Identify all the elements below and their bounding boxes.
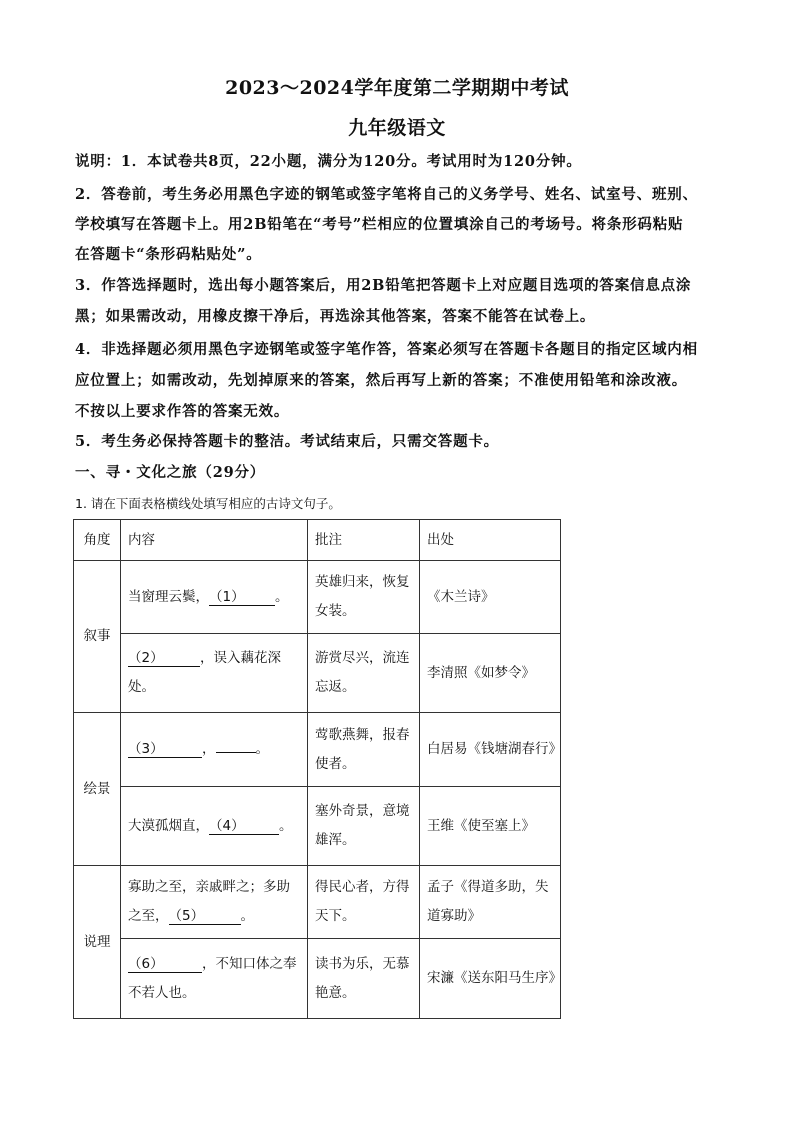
answer-blank[interactable]: （2） xyxy=(128,650,200,667)
header-note: 批注 xyxy=(308,520,420,561)
source-cell: 孟子《得道多助，失 道寡助》 xyxy=(420,866,561,939)
content-cell: 大漠孤烟直，（4） 。 xyxy=(121,787,308,866)
instruction-line: 应位置上；如需改动，先划掉原来的答案，然后再写上新的答案；不准使用铅笔和涂改液。 xyxy=(75,372,687,389)
source-cell: 宋濂《送东阳马生序》 xyxy=(420,939,561,1019)
note-cell: 游赏尽兴，流连 忘返。 xyxy=(308,634,420,713)
source-cell: 王维《使至塞上》 xyxy=(420,787,561,866)
instruction-line: 4．非选择题必须用黑色字迹钢笔或签字笔作答，答案必须写在答题卡各题目的指定区域内相 xyxy=(75,341,698,358)
answer-blank[interactable]: （3） xyxy=(128,741,202,758)
note-cell: 读书为乐，无慕 艳意。 xyxy=(308,939,420,1019)
source-cell: 白居易《钱塘湖春行》 xyxy=(420,713,561,787)
instruction-line: 不按以上要求作答的答案无效。 xyxy=(75,403,290,420)
angle-cell: 说理 xyxy=(74,866,121,1019)
answer-blank[interactable]: （6） xyxy=(128,956,202,973)
content-cell: 当窗理云鬓，（1） 。 xyxy=(121,561,308,634)
instruction-line: 学校填写在答题卡上。用2B铅笔在“考号”栏相应的位置填涂自己的考场号。将条形码粘贴 xyxy=(75,216,684,233)
section-heading: 一、寻・文化之旅（29分） xyxy=(75,464,266,481)
table-row xyxy=(74,866,561,939)
exam-subtitle: 九年级语文 xyxy=(348,117,446,139)
table-row xyxy=(74,713,561,787)
question-1-prompt: 1. 请在下面表格横线处填写相应的古诗文句子。 xyxy=(75,496,341,511)
content-cell: 寡助之至，亲戚畔之；多助 之至，（5） 。 xyxy=(121,866,308,939)
instruction-line: 说明：1．本试卷共8页，22小题，满分为120分。考试用时为120分钟。 xyxy=(75,153,582,170)
instruction-line: 2．答卷前，考生务必用黑色字迹的钢笔或签字笔将自己的义务学号、姓名、试室号、班别、 xyxy=(75,186,698,203)
header-content: 内容 xyxy=(121,520,308,561)
table-row xyxy=(74,634,561,713)
answer-blank[interactable] xyxy=(216,752,256,753)
table-row xyxy=(74,561,561,634)
table-row xyxy=(74,787,561,866)
header-source: 出处 xyxy=(420,520,561,561)
note-cell: 得民心者，方得 天下。 xyxy=(308,866,420,939)
instruction-line: 黑；如果需改动，用橡皮擦干净后，再选涂其他答案，答案不能答在试卷上。 xyxy=(75,308,596,325)
instruction-line: 在答题卡“条形码粘贴处”。 xyxy=(75,246,262,263)
answer-blank[interactable]: （1） xyxy=(209,589,275,606)
exam-title: 2023～2024学年度第二学期期中考试 xyxy=(225,77,569,99)
angle-cell: 绘景 xyxy=(74,713,121,866)
note-cell: 莺歌燕舞，报春 使者。 xyxy=(308,713,420,787)
note-cell: 英雄归来，恢复 女装。 xyxy=(308,561,420,634)
table-header-row xyxy=(74,520,561,561)
answer-blank[interactable]: （5） xyxy=(169,908,241,925)
content-cell: （2） ，误入藕花深处。 xyxy=(121,634,308,713)
note-cell: 塞外奇景，意境 雄浑。 xyxy=(308,787,420,866)
answer-blank[interactable]: （4） xyxy=(209,818,279,835)
poetry-table xyxy=(73,519,561,1019)
source-cell: 《木兰诗》 xyxy=(420,561,561,634)
content-cell: （6） ，不知口体之奉 不若人也。 xyxy=(121,939,308,1019)
instruction-line: 5．考生务必保持答题卡的整洁。考试结束后，只需交答题卡。 xyxy=(75,433,499,450)
instruction-line: 3．作答选择题时，选出每小题答案后，用2B铅笔把答题卡上对应题目选项的答案信息点涂 xyxy=(75,277,692,294)
content-cell: （3） ， 。 xyxy=(121,713,308,787)
angle-cell: 叙事 xyxy=(74,561,121,713)
table-row xyxy=(74,939,561,1019)
source-cell: 李清照《如梦令》 xyxy=(420,634,561,713)
header-angle: 角度 xyxy=(74,520,121,561)
